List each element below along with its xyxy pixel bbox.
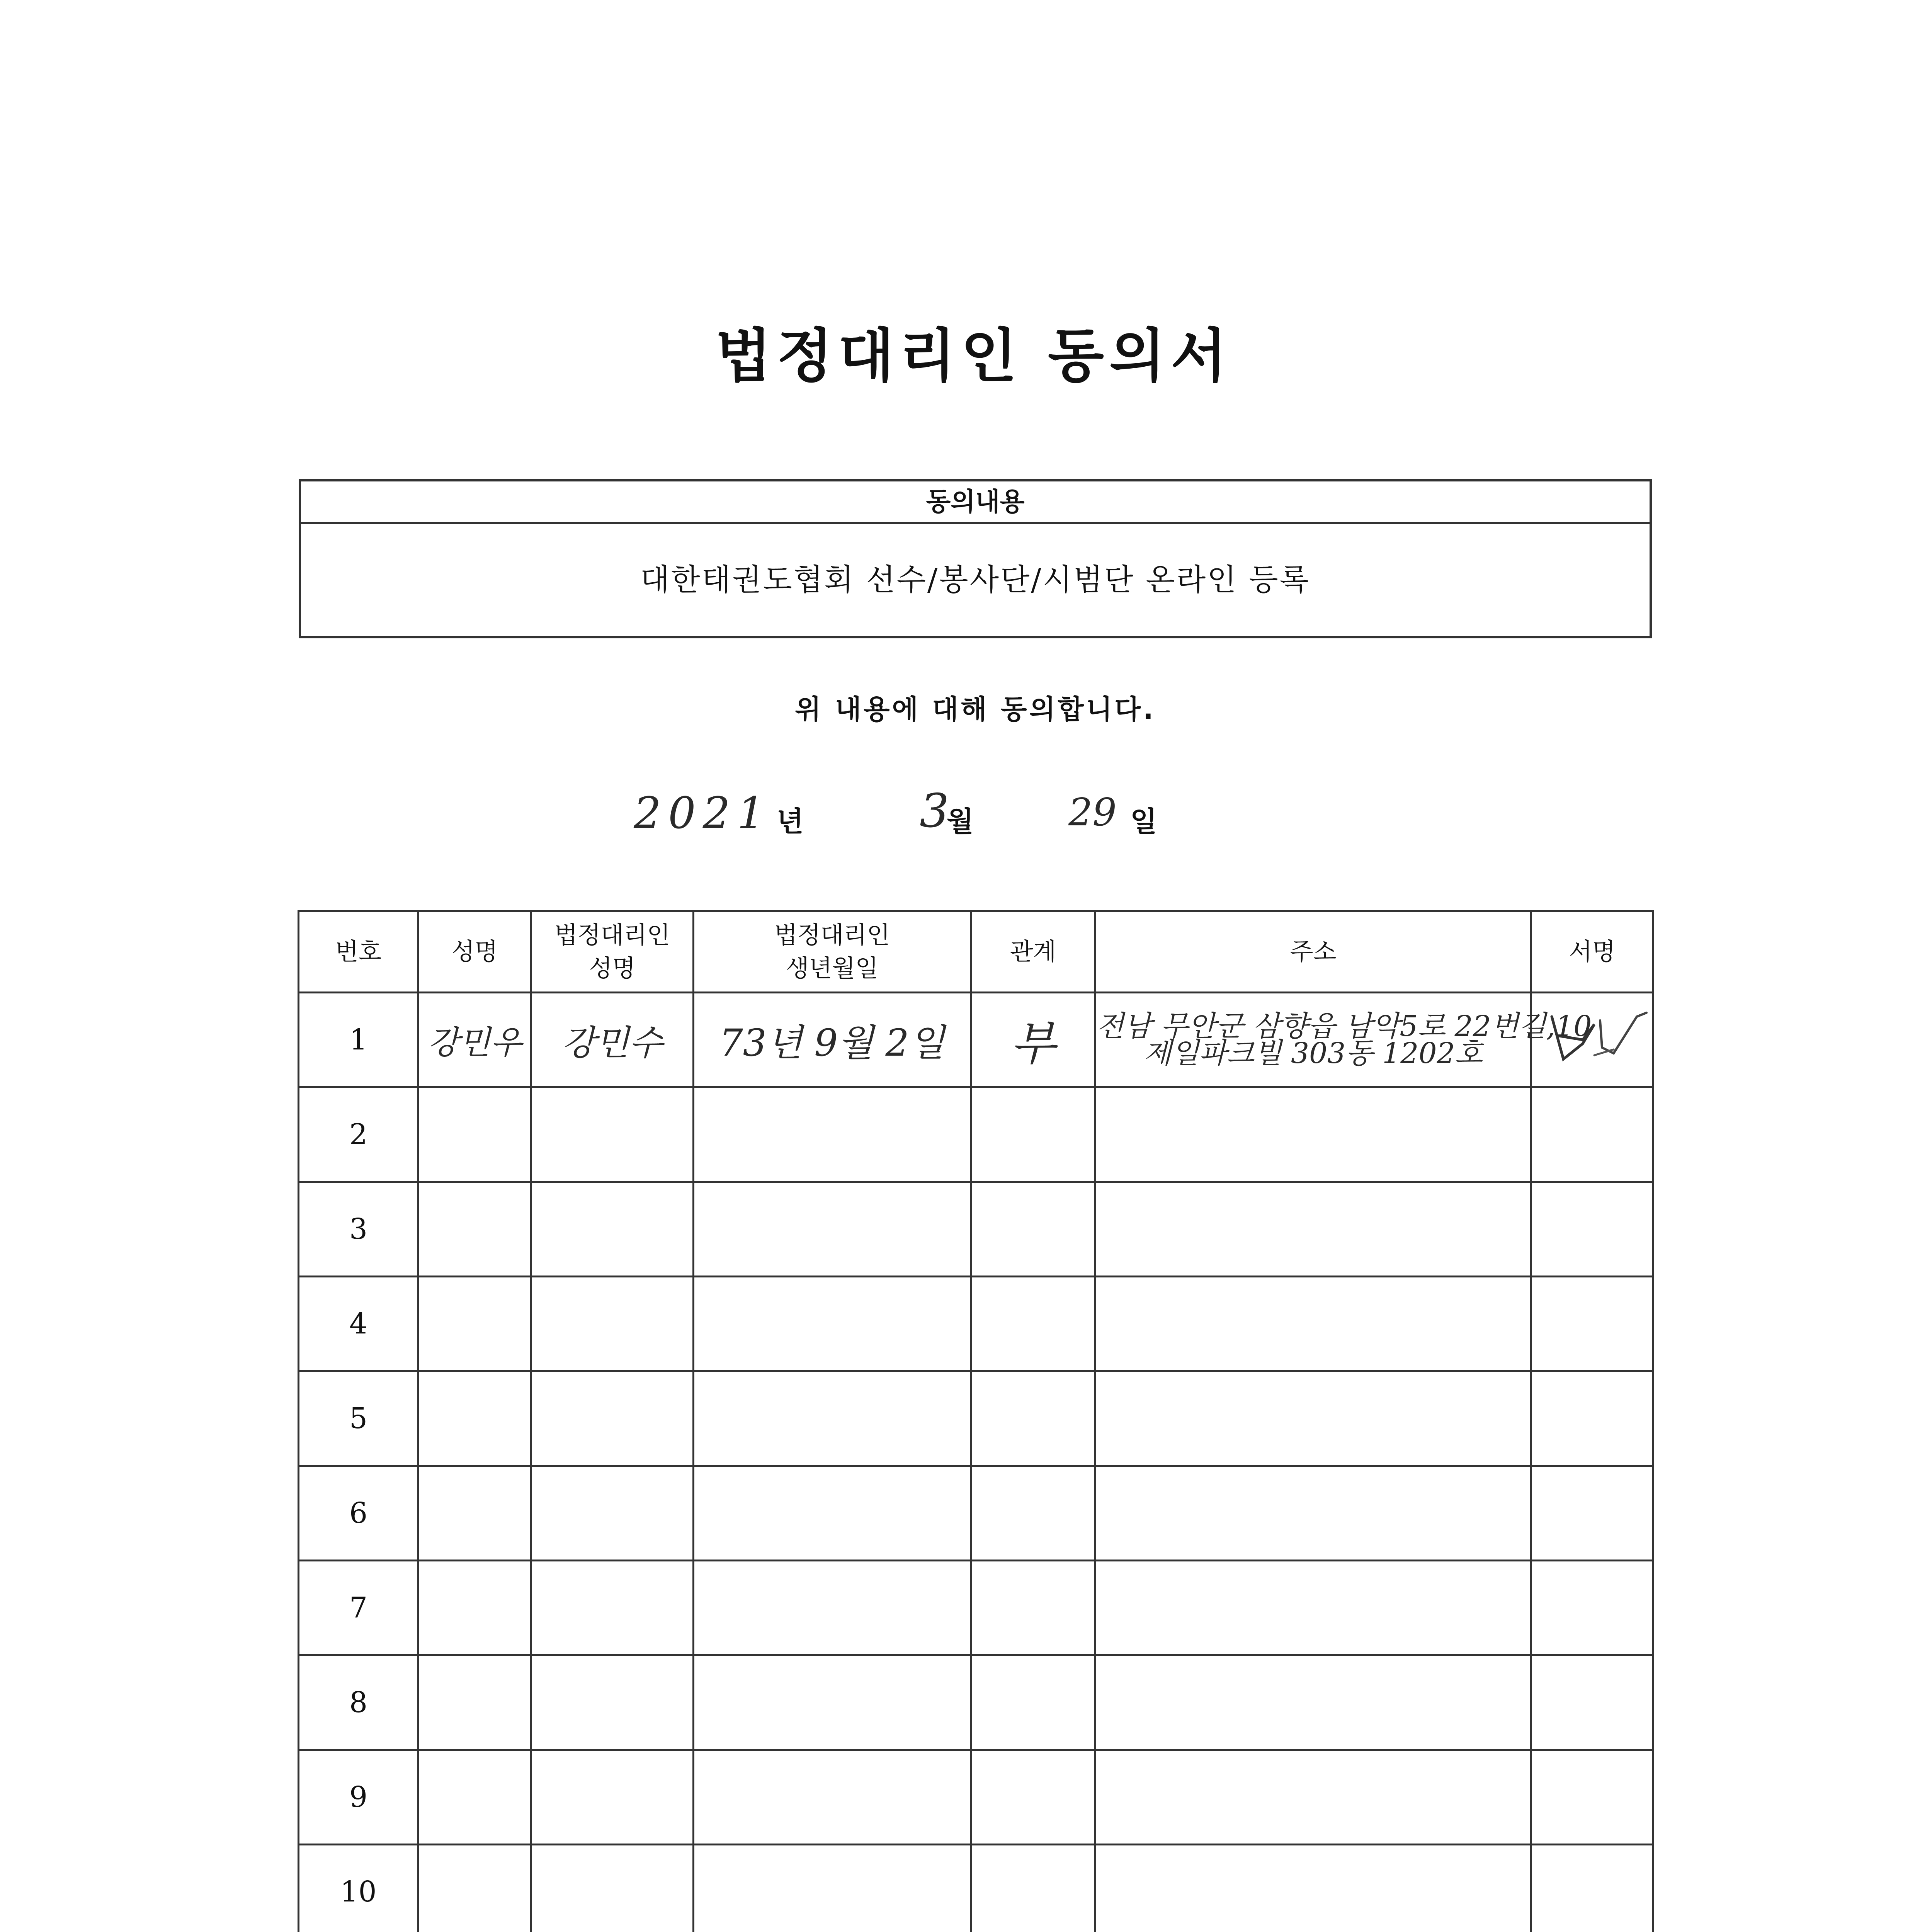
date-row <box>0 784 1917 838</box>
guardian-birth-cell[interactable] <box>694 1750 971 1845</box>
guardian-name-cell[interactable] <box>531 1750 694 1845</box>
signature-cell[interactable] <box>1531 1750 1653 1845</box>
address-cell[interactable] <box>1095 1087 1531 1182</box>
table-row <box>299 1466 1653 1561</box>
table-row <box>299 993 1653 1087</box>
header-guardian-name-line1: 법정대리인 <box>554 921 670 949</box>
guardian-birth-cell[interactable] <box>694 1561 971 1655</box>
relation-cell <box>971 993 1095 1087</box>
guardian-birth-cell <box>694 993 971 1087</box>
name-cell[interactable] <box>418 1371 531 1466</box>
guardian-birth-cell[interactable] <box>694 1466 971 1561</box>
date-month-unit: 월 <box>947 805 974 838</box>
student-name: 강민우 <box>427 1023 522 1061</box>
table-row <box>299 1655 1653 1750</box>
name-cell[interactable] <box>418 1277 531 1371</box>
row-number: 10 <box>299 1845 418 1932</box>
name-cell[interactable] <box>418 1750 531 1845</box>
date-day: 29 <box>1068 791 1117 835</box>
table-row <box>299 1750 1653 1845</box>
table-row <box>299 1277 1653 1371</box>
signature-cell[interactable] <box>1531 1371 1653 1466</box>
relation-cell[interactable] <box>971 1371 1095 1466</box>
address-cell[interactable] <box>1095 1371 1531 1466</box>
header-guardian-name <box>531 911 694 993</box>
address-cell[interactable] <box>1095 1750 1531 1845</box>
guardian-name-cell[interactable] <box>531 1655 694 1750</box>
consent-box <box>299 479 1652 638</box>
guardian-name-cell <box>531 993 694 1087</box>
date-year-unit: 년 <box>777 805 804 838</box>
name-cell[interactable] <box>418 1182 531 1277</box>
address-line1: 전남 무안군 삼향읍 남악5로 22번길,10 <box>1096 1010 1592 1043</box>
row-number: 7 <box>299 1561 418 1655</box>
relation-cell[interactable] <box>971 1466 1095 1561</box>
table-row <box>299 1371 1653 1466</box>
signature-cell[interactable] <box>1531 1561 1653 1655</box>
relation-cell[interactable] <box>971 1561 1095 1655</box>
relation-cell[interactable] <box>971 1277 1095 1371</box>
relation: 부 <box>1010 1017 1056 1071</box>
relation-cell[interactable] <box>971 1087 1095 1182</box>
header-guardian-birth-line2: 생년월일 <box>786 954 879 982</box>
row-number: 5 <box>299 1371 418 1466</box>
row-number: 9 <box>299 1750 418 1845</box>
guardian-birth-cell[interactable] <box>694 1182 971 1277</box>
name-cell <box>418 993 531 1087</box>
header-guardian-name-line2: 성명 <box>589 954 636 982</box>
signature-cell[interactable] <box>1531 1087 1653 1182</box>
guardian-name-cell[interactable] <box>531 1182 694 1277</box>
address-cell[interactable] <box>1095 1466 1531 1561</box>
relation-cell[interactable] <box>971 1750 1095 1845</box>
guardian-name-cell[interactable] <box>531 1277 694 1371</box>
guardian-birth-cell[interactable] <box>694 1845 971 1932</box>
table-row <box>299 1845 1653 1932</box>
address-line2: 제일파크빌 303동 1202호 <box>1144 1037 1483 1070</box>
guardian-name-cell[interactable] <box>531 1371 694 1466</box>
name-cell[interactable] <box>418 1466 531 1561</box>
guardian-birth-cell[interactable] <box>694 1371 971 1466</box>
header-name: 성명 <box>418 911 531 993</box>
row-number: 3 <box>299 1182 418 1277</box>
guardian-birth-cell[interactable] <box>694 1087 971 1182</box>
relation-cell[interactable] <box>971 1182 1095 1277</box>
row-number: 6 <box>299 1466 418 1561</box>
address-cell[interactable] <box>1095 1561 1531 1655</box>
address-cell[interactable] <box>1095 1277 1531 1371</box>
relation-cell[interactable] <box>971 1655 1095 1750</box>
address-cell[interactable] <box>1095 1655 1531 1750</box>
guardian-birth-cell[interactable] <box>694 1655 971 1750</box>
name-cell[interactable] <box>418 1561 531 1655</box>
address-cell[interactable] <box>1095 1182 1531 1277</box>
name-cell[interactable] <box>418 1087 531 1182</box>
name-cell[interactable] <box>418 1845 531 1932</box>
signature-cell[interactable] <box>1531 1466 1653 1561</box>
header-guardian-birth-line1: 법정대리인 <box>774 921 890 949</box>
address-cell[interactable] <box>1095 1845 1531 1932</box>
date-year: 2021 <box>634 788 772 838</box>
consent-heading: 동의내용 <box>301 481 1650 524</box>
table-row <box>299 1087 1653 1182</box>
row-number: 8 <box>299 1655 418 1750</box>
guardian-birth: 73년 9월 2일 <box>719 1021 945 1065</box>
header-relation: 관계 <box>971 911 1095 993</box>
guardian-name-cell[interactable] <box>531 1087 694 1182</box>
header-address: 주소 <box>1095 911 1531 993</box>
agree-statement: 위 내용에 대해 동의합니다. <box>795 694 1156 725</box>
row-number: 4 <box>299 1277 418 1371</box>
signature-cell[interactable] <box>1531 1845 1653 1932</box>
signature-cell[interactable] <box>1531 1182 1653 1277</box>
consent-text: 대한태권도협회 선수/봉사단/시범단 온라인 등록 <box>640 563 1310 597</box>
signature-cell[interactable] <box>1531 1655 1653 1750</box>
signature-cell[interactable] <box>1531 1277 1653 1371</box>
row-number: 2 <box>299 1087 418 1182</box>
table-header-row <box>299 911 1653 993</box>
header-signature: 서명 <box>1531 911 1653 993</box>
table-row <box>299 1561 1653 1655</box>
address-cell <box>1095 993 1592 1087</box>
document-title: 법정대리인 동의서 <box>715 323 1232 390</box>
guardian-name-cell[interactable] <box>531 1466 694 1561</box>
guardian-birth-cell[interactable] <box>694 1277 971 1371</box>
guardian-roster-table <box>298 910 1654 1932</box>
table-row <box>299 1182 1653 1277</box>
header-no: 번호 <box>299 911 418 993</box>
guardian-name-cell[interactable] <box>531 1561 694 1655</box>
name-cell[interactable] <box>418 1655 531 1750</box>
relation-cell[interactable] <box>971 1845 1095 1932</box>
header-guardian-birth <box>694 911 971 993</box>
date-day-unit: 일 <box>1130 805 1157 838</box>
date-month: 3 <box>920 784 949 838</box>
guardian-name-cell[interactable] <box>531 1845 694 1932</box>
guardian-name: 강민수 <box>562 1023 663 1063</box>
row-number: 1 <box>299 993 418 1087</box>
